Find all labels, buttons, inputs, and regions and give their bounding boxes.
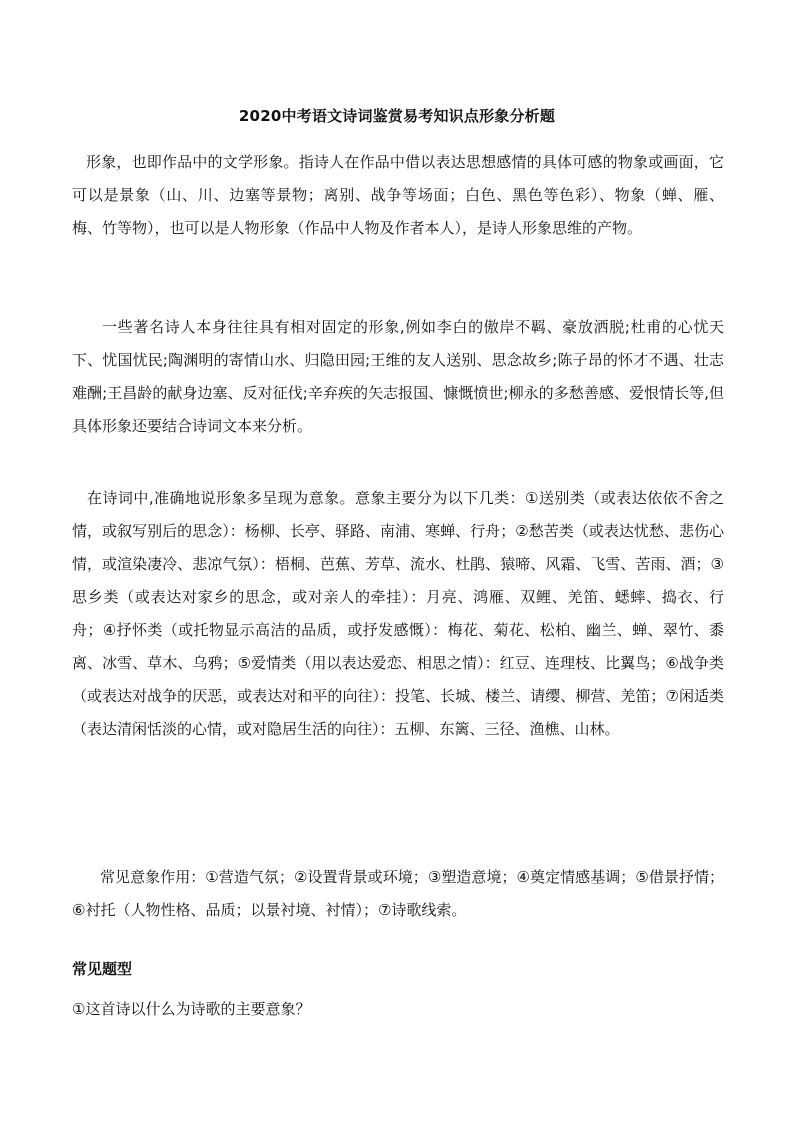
paragraph-imagery-functions: 常见意象作用：①营造气氛；②设置背景或环境；③塑造意境；④奠定情感基调；⑤借景抒情；⑥衬托（人物性格、品质；以景衬境、衬情）；⑦诗歌线索。 [72,868,724,919]
paragraph-definition: 形象，也即作品中的文学形象。指诗人在作品中借以表达思想感情的具体可感的物象或画面，它可以是景象（山、川、边塞等景物；离别、战争等场面；白色、黑色等色彩）、物象（蝉、雁、梅、竹等物），也可以是人物形象（作品中人物及作者本人），是诗人形象思维的产物。 [72,153,724,237]
paragraph-poet-images: 一些著名诗人本身往往具有相对固定的形象,例如李白的傲岸不羁、豪放洒脱;杜甫的心忧天下、忧国忧民;陶渊明的寄情山水、归隐田园;王维的友人送别、思念故乡;陈子昂的怀才不遇、壮志难酬;王昌龄的献身边塞、反对征伐;辛弃疾的矢志报国、慷慨愤世;柳永的多愁善感、爱恨情长等,但具体形象还要结合诗词文本来分析。 [72,318,724,435]
section-heading: 常见题型 [72,960,133,978]
document-title: 2020中考语文诗词鉴赏易考知识点形象分析题 [238,107,556,125]
paragraph-imagery-types: 在诗词中,准确地说形象多呈现为意象。意象主要分为以下几类：①送别类（或表达依依不舍之情，或叙写别后的思念）：杨柳、长亭、驿路、南浦、寒蝉、行舟；②愁苦类（或表达忧愁、悲伤心情，或渲染凄冷、悲凉气氛）：梧桐、芭蕉、芳草、流水、杜鹃、猿啼、风霜、飞雪、苦雨、酒；③思乡类（或表达对家乡的思念，或对亲人的牵挂）：月亮、鸿雁、双鲤、羌笛、蟋蟀、捣衣、行舟；④抒怀类（或托物显示高洁的品质，或抒发感慨）：梅花、菊花、松柏、幽兰、蝉、翠竹、黍离、冰雪、草木、乌鸦；⑤爱情类（用以表达爱恋、相思之情）：红豆、连理枝、比翼鸟；⑥战争类（或表达对战争的厌恶，或表达对和平的向往）：投笔、长城、楼兰、请缨、柳营、羌笛；⑦闲适类（表达清闲恬淡的心情，或对隐居生活的向往）：五柳、东篱、三径、渔樵、山林。 [72,489,724,738]
question-item: ①这首诗以什么为诗歌的主要意象？ [72,1000,311,1018]
